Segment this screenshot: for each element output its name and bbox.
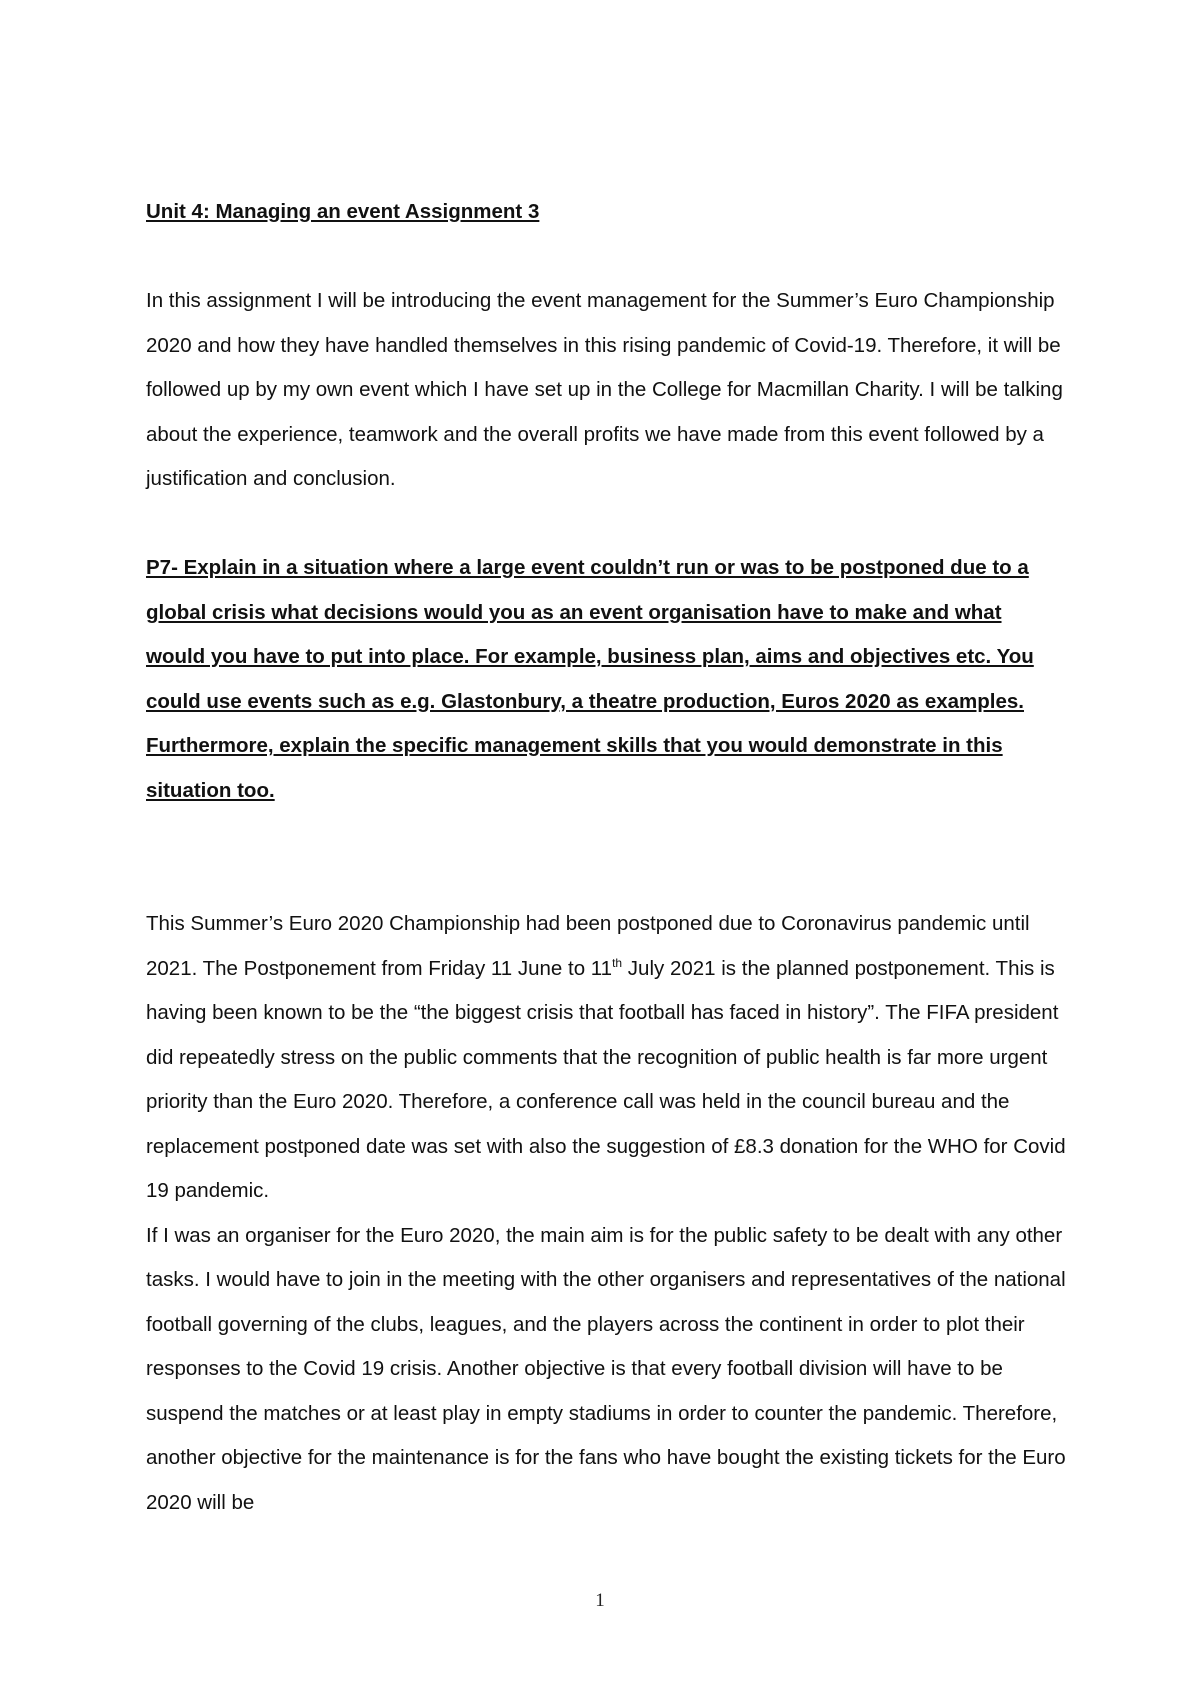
body-paragraph-postponement-part2: July 2021 is the planned postponement. This is having been known to be the “the biggest crisis that football has faced in history”. The FIFA president did repeatedly stress on the public comments that the recognition of public health is far more urgent priority than the Euro 2020. Therefore, a conference call was held in the council bureau and the replacement postponed date was set with also the suggestion of £8.3 donation for the WHO for Covid 19 pandemic. (146, 956, 1066, 1202)
body-paragraph-postponement-part1: This Summer’s Euro 2020 Championship had been postponed due to Coronavirus pandemic until 2021. The Postponement from Friday 11 June to 11 (146, 912, 1030, 980)
document-body (146, 190, 1066, 1525)
task-heading-p7: P7- Explain in a situation where a large event couldn’t run or was to be postponed due to a global crisis what decisions would you as an event organisation have to make and what would you have to put into place. For example, business plan, aims and objectives etc. You could use events such as e.g. Glastonbury, a theatre production, Euros 2020 as examples. Furthermore, explain the specific management skills that you would demonstrate in this situation too. (146, 556, 1034, 802)
body-paragraph-postponement (146, 902, 1066, 1214)
page-number: 1 (595, 1590, 605, 1611)
spacer (146, 813, 1066, 902)
spacer (146, 235, 1066, 280)
document-title: Unit 4: Managing an event Assignment 3 (146, 200, 540, 223)
intro-paragraph: In this assignment I will be introducing the event management for the Summer’s Euro Championship 2020 and how they have handled themselves in this rising pandemic of Covid-19. Therefore, it will be followed up by my own event which I have set up in the College for Macmillan Charity. I will be talking about the experience, teamwork and the overall profits we have made from this event followed by a justification and conclusion. (146, 289, 1063, 490)
body-paragraph-organiser: If I was an organiser for the Euro 2020, the main aim is for the public safety to be dealt with any other tasks. I would have to join in the meeting with the other organisers and representatives of the national football governing of the clubs, leagues, and the players across the continent in order to plot their responses to the Covid 19 crisis. Another objective is that every football division will have to be suspend the matches or at least play in empty stadiums in order to counter the pandemic. Therefore, another objective for the maintenance is for the fans who have bought the existing tickets for the Euro 2020 will be (146, 1223, 1066, 1514)
spacer (146, 502, 1066, 547)
ordinal-superscript: th (612, 955, 623, 970)
